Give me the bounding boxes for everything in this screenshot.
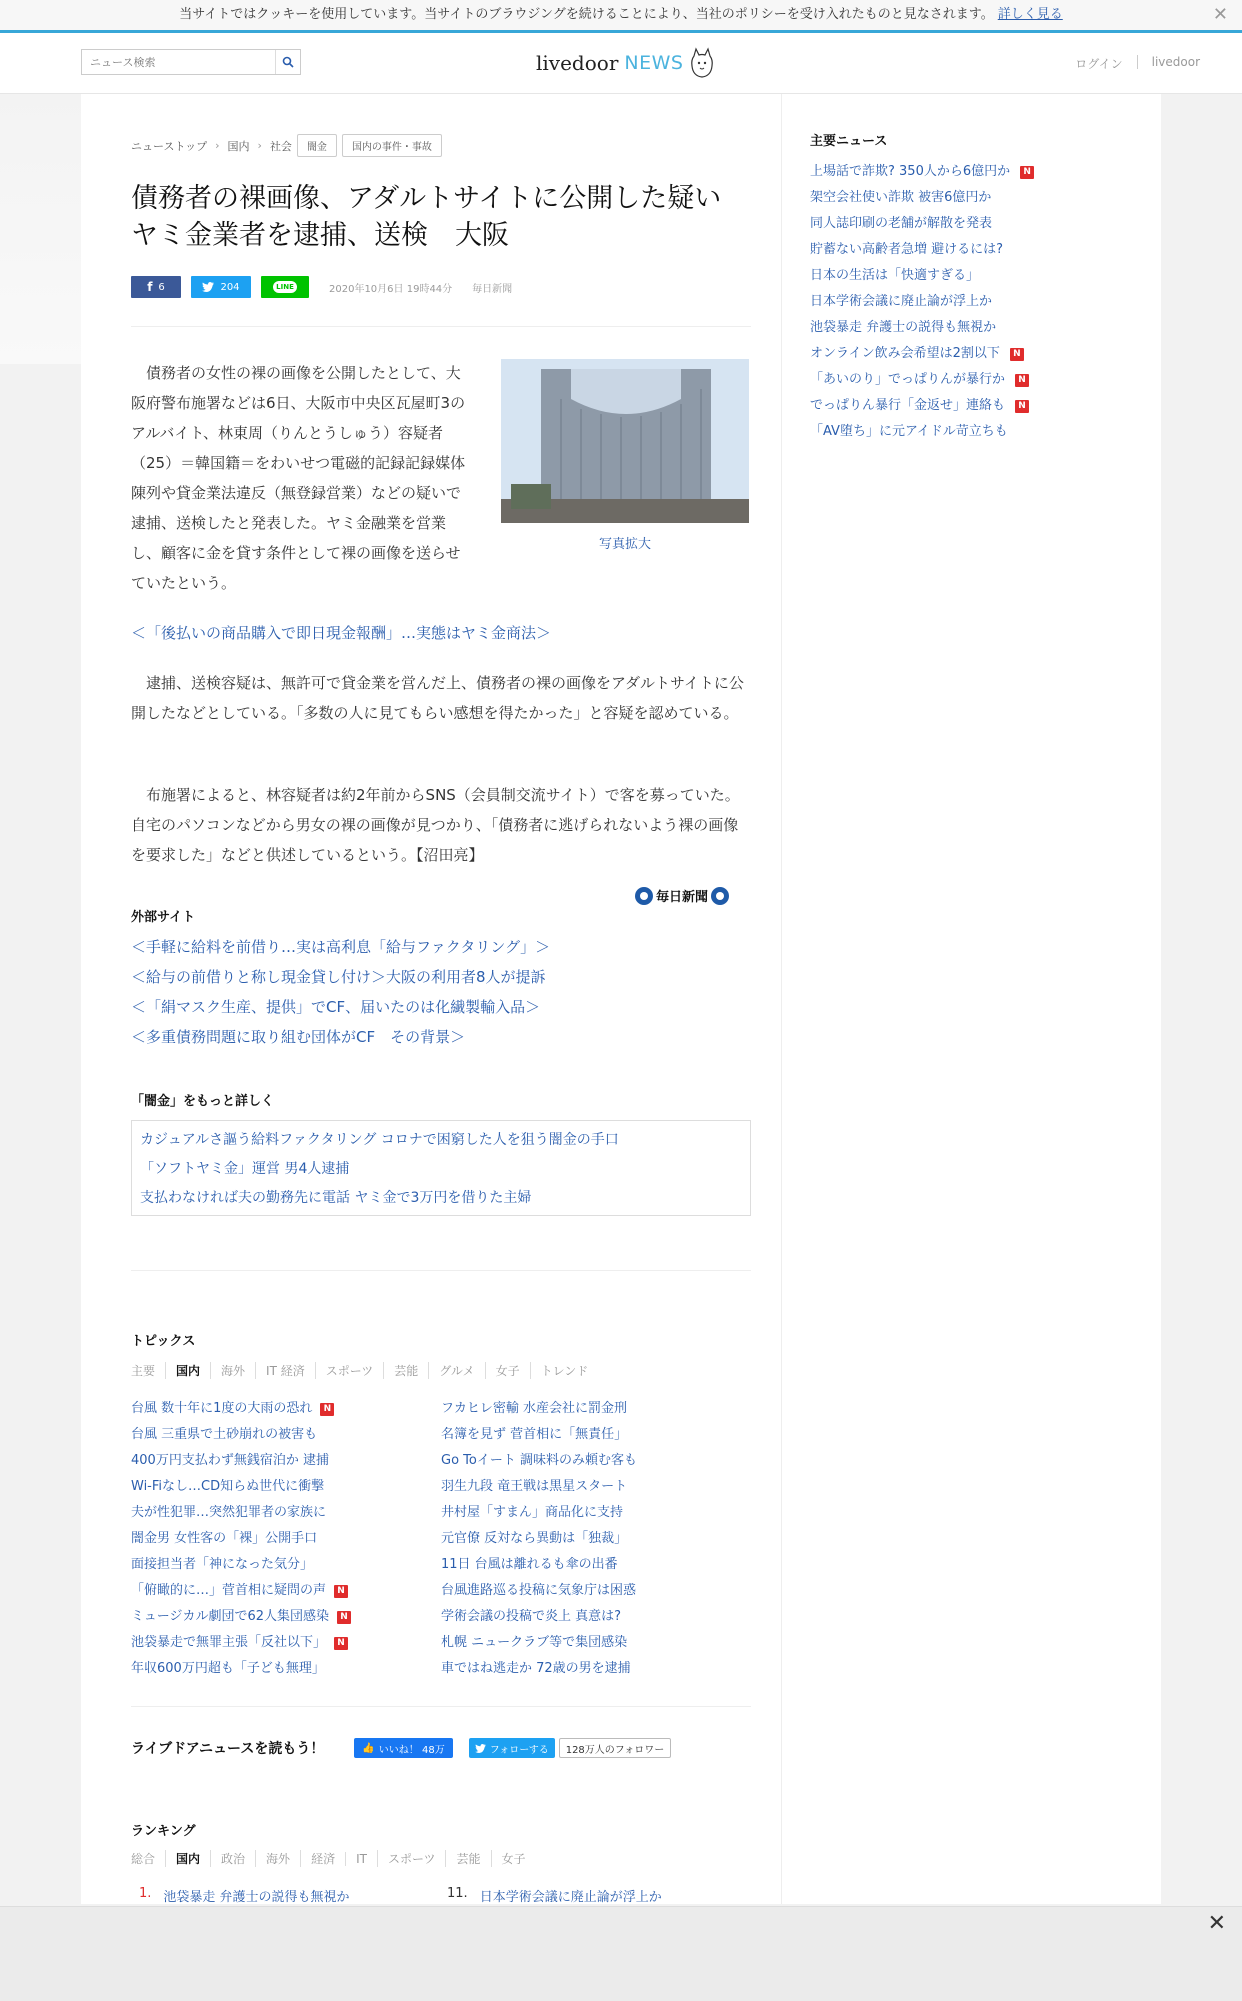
topic-link[interactable] [131,1400,351,1418]
sidebar-news-link-title: 「AV堕ち」に元アイドル苛立ちも [810,424,1008,439]
breadcrumb-item[interactable]: ニューストップ [131,139,208,153]
chevron-right-icon: › [215,139,220,152]
thumbs-up-icon: 👍 [362,1742,375,1754]
sidebar-news-link[interactable] [810,423,1110,441]
ranking-tabs [131,1850,536,1867]
sidebar-news-link[interactable] [810,163,1110,181]
article-paragraph: 布施署によると、林容疑者は約2年前からSNS（会員制交流サイト）で客を募っていた。自宅のパソコンなどから男女の裸の画像が見つかり、「債務者に逃げられないよう裸の画像を要求した」などと供述しているという。【沼田亮】 [131,786,740,864]
divider [131,1270,751,1271]
rank-number: 1. [139,1886,152,1901]
tab-it-economy[interactable]: IT 経済 [255,1362,315,1379]
follower-count: 128万人のフォロワー [559,1738,672,1758]
article-paragraph: 債務者の女性の裸の画像を公開したとして、大阪府警布施署などは6日、大阪市中央区瓦屋町3のアルバイト、林東周（りんとうしゅう）容疑者（25）＝韓国籍＝をわいせつ電磁的記録記録媒体陳列や貸金業法違反（無登録営業）などの疑いで逮捕、送検したと発表した。ヤミ金融業を営業し、顧客に金を貸す条件として裸の画像を送らせていたという。 [131,364,466,592]
content-area [81,94,1161,1904]
external-link[interactable]: ＜「絹マスク生産、提供」でCF、届いたのは化繊製輸入品＞ [131,998,541,1016]
topic-link-title: 台風 数十年に1度の大雨の恐れ [131,1401,313,1416]
topic-link-title: フカヒレ密輸 水産会社に罰金刑 [441,1401,628,1416]
ranking-item[interactable] [139,1886,350,1905]
more-links-box [131,1120,751,1216]
new-badge-icon: N [1010,348,1024,361]
topic-link[interactable] [131,1530,351,1548]
close-icon[interactable]: ✕ [1207,1911,1226,1936]
topic-link-title: 台風進路巡る投稿に気象庁は困惑 [441,1583,637,1598]
photo-enlarge-link[interactable]: 写真拡大 [598,537,651,552]
sidebar-news-link-title: でっぱりん暴行「金返せ」連絡も [810,398,1006,413]
new-badge-icon: N [334,1585,348,1598]
follow-label: ライブドアニュースを読もう！ [131,1741,325,1757]
topic-link[interactable] [441,1608,637,1626]
chevron-right-icon: › [257,139,262,152]
rank-tab-economy[interactable]: 経済 [300,1850,345,1867]
rank-tab-it[interactable]: IT [345,1852,377,1866]
sidebar-divider [781,94,782,1904]
sidebar [810,130,1110,441]
topic-link-title: 闇金男 女性客の「裸」公開手口 [131,1531,318,1546]
tab-trend[interactable]: トレンド [530,1362,599,1379]
new-badge-icon: N [320,1403,334,1416]
topic-link[interactable] [131,1608,351,1626]
sidebar-news-link[interactable] [810,241,1110,259]
article-photo [501,359,749,552]
rank-tab-all[interactable]: 総合 [131,1852,156,1866]
topic-link[interactable] [441,1400,637,1418]
search-box [81,49,301,75]
topic-link-title: 11日 台風は離れるも傘の出番 [441,1557,618,1572]
topic-link[interactable] [131,1478,351,1496]
search-icon[interactable] [275,50,300,74]
mainichi-icon [711,887,729,905]
more-link[interactable]: カジュアルさ謳う給料ファクタリング コロナで困窮した人を狙う闇金の手口 [140,1132,619,1148]
facebook-count: 6 [158,281,165,293]
article-title: 債務者の裸画像、アダルトサイトに公開した疑い ヤミ金業者を逮捕、送検 大阪 [131,183,749,251]
site-header [0,33,1242,94]
rank-tab-domestic[interactable]: 国内 [165,1850,210,1867]
twitter-icon [475,1744,486,1753]
sidebar-heading: 主要ニュース [810,134,888,149]
topic-link-title: 名簿を見ず 菅首相に「無責任」 [441,1427,628,1442]
sidebar-news-link[interactable] [810,215,1110,233]
new-badge-icon: N [334,1637,348,1650]
tab-gourmet[interactable]: グルメ [428,1362,484,1379]
search-input[interactable] [82,50,283,74]
rank-tab-sports[interactable]: スポーツ [377,1850,446,1867]
left-gutter [0,94,81,364]
topic-link[interactable] [441,1478,637,1496]
close-icon[interactable]: ✕ [1212,4,1228,25]
topic-link[interactable] [131,1634,351,1652]
rank-tab-entertainment[interactable]: 芸能 [445,1850,490,1867]
article-paragraph: 逮捕、送検容疑は、無許可で貸金業を営んだ上、債務者の裸の画像をアダルトサイトに公開したなどとしている。「多数の人に見てもらい感想を得たかった」と容疑を認めている。 [131,674,744,722]
topic-link[interactable] [131,1426,351,1444]
external-link[interactable]: ＜多重債務問題に取り組む団体がCF その背景＞ [131,1028,466,1046]
more-link[interactable]: 支払わなければ夫の勤務先に電話 ヤミ金で3万円を借りた主婦 [140,1190,532,1206]
article-source: 毎日新聞 [472,283,513,295]
external-link[interactable]: ＜手軽に給料を前借り…実は高利息「給与ファクタリング」＞ [131,938,551,956]
topic-link[interactable] [441,1452,637,1470]
new-badge-icon: N [1020,166,1034,179]
topic-link-title: 400万円支払わず無銭宿泊か 逮捕 [131,1453,329,1468]
site-logo[interactable] [536,43,715,83]
sidebar-news-link[interactable] [810,397,1110,415]
external-links [131,936,550,1047]
mainichi-icon [635,887,653,905]
divider [131,1706,751,1707]
topic-link[interactable] [441,1530,637,1548]
topic-link[interactable] [441,1660,637,1678]
topic-link[interactable] [131,1660,351,1678]
sidebar-news-link-title: 池袋暴走 弁護士の説得も無視か [810,320,997,335]
sidebar-news-list [810,163,1110,441]
publish-date: 2020年10月6日 19時44分 [329,283,453,295]
topic-link[interactable] [131,1582,351,1600]
share-bar [131,276,512,298]
rank-title: 池袋暴走 弁護士の説得も無視か [163,1890,350,1905]
topic-link[interactable] [441,1556,637,1574]
rank-tab-women[interactable]: 女子 [491,1850,536,1867]
follow-label-text: フォローする [489,1744,549,1756]
tab-main[interactable]: 主要 [131,1364,156,1378]
ranking-heading: ランキング [131,1824,196,1839]
tab-world[interactable]: 海外 [210,1362,255,1379]
bottom-ad-bar [0,1906,1242,2001]
sidebar-news-link-title: 架空会社使い詐欺 被害6億円か [810,190,992,205]
sidebar-news-link-title: 日本学術会議に廃止論が浮上か [810,294,993,309]
twitter-count: 204 [220,281,240,293]
login-link[interactable]: ログイン [1075,57,1123,71]
topic-link[interactable] [131,1452,351,1470]
topic-link-title: 池袋暴走で無罪主張「反社以下」 [131,1635,327,1650]
livedoor-link[interactable]: livedoor [1151,55,1200,69]
topic-link-title: 井村屋「すまん」商品化に支持 [441,1505,624,1520]
sidebar-news-link[interactable] [810,267,1110,285]
topic-link-title: 羽生九段 竜王戦は黒星スタート [441,1479,628,1494]
topic-link-title: 年収600万円超も「子ども無理」 [131,1661,325,1676]
divider [1137,55,1138,69]
publisher-name: 毎日新聞 [656,890,709,905]
topic-link-title: 学術会議の投稿で炎上 真意は? [441,1609,622,1624]
topic-link-title: 面接担当者「神になった気分」 [131,1557,314,1572]
facebook-share-button[interactable] [131,276,181,298]
divider [131,326,751,327]
topic-link-title: 札幌 ニュークラブ等で集団感染 [441,1635,628,1650]
topic-link-title: 夫が性犯罪…突然犯罪者の家族に [131,1505,327,1520]
topic-link-title: Go Toイート 調味料のみ頼む客も [441,1453,637,1468]
line-icon: LINE [273,281,297,293]
ranking-item[interactable] [447,1886,662,1905]
topic-link[interactable] [441,1634,637,1652]
new-badge-icon: N [1015,400,1029,413]
sidebar-news-link[interactable] [810,371,1110,389]
topics-tabs [131,1362,598,1379]
topic-link[interactable] [441,1582,637,1600]
related-link[interactable]: ＜「後払いの商品購入で即日現金報酬」…実態はヤミ金商法＞ [131,624,552,642]
topic-link-title: Wi-Fiなし…CD知らぬ世代に衝撃 [131,1479,325,1494]
line-share-button[interactable] [261,276,309,298]
rank-title: 日本学術会議に廃止論が浮上か [479,1890,662,1905]
topic-link-title: 元官僚 反対なら異動は「独裁」 [441,1531,628,1546]
sidebar-news-link-title: 「あいのり」でっぱりんが暴行か [810,372,1006,387]
sidebar-news-link-title: 同人誌印刷の老舗が解散を発表 [810,216,993,231]
topics-heading: トピックス [131,1334,196,1349]
breadcrumb [131,134,442,157]
cookie-text: 当サイトではクッキーを使用しています。当サイトのブラウジングを続けることにより、当社のポリシーを受け入れたものと見なされます。 [179,7,994,22]
rank-number: 11. [447,1886,468,1901]
tab-entertainment[interactable]: 芸能 [383,1362,428,1379]
rank-tab-world[interactable]: 海外 [255,1850,300,1867]
mascot-icon [689,46,715,80]
twitter-follow-button[interactable] [469,1738,555,1758]
twitter-icon [202,282,214,292]
topic-link-title: 車ではね逃走か 72歳の男を逮捕 [441,1661,631,1676]
header-links [1075,55,1200,72]
building-photo[interactable] [501,359,749,523]
cookie-more-link[interactable]: 詳しく見る [997,7,1063,22]
sidebar-news-link[interactable] [810,345,1110,363]
more-link[interactable]: 「ソフトヤミ金」運営 男4人逮捕 [140,1161,350,1177]
twitter-share-button[interactable] [191,276,251,298]
more-heading: 「闇金」をもっと詳しく [131,1094,275,1109]
sidebar-news-link[interactable] [810,189,1110,207]
sidebar-news-link-title: オンライン飲み会希望は2割以下 [810,346,1000,361]
publisher-logo [635,886,729,905]
tab-domestic[interactable]: 国内 [165,1362,210,1379]
new-badge-icon: N [337,1611,351,1624]
tab-women[interactable]: 女子 [485,1362,530,1379]
topic-link[interactable] [441,1504,637,1522]
tag-link[interactable]: 闇金 [297,134,337,157]
topic-link-title: 「俯瞰的に…」菅首相に疑問の声 [131,1583,327,1598]
follow-bar [131,1738,671,1758]
tag-link[interactable]: 国内の事件・事故 [342,134,442,157]
tab-sports[interactable]: スポーツ [315,1362,384,1379]
breadcrumb-item[interactable]: 国内 [227,139,250,153]
topic-link-title: ミュージカル劇団で62人集団感染 [131,1609,330,1624]
topics-list-right [441,1400,637,1678]
facebook-icon: f [147,280,153,294]
sidebar-news-link-title: 日本の生活は「快適すぎる」 [810,268,980,283]
topic-link[interactable] [131,1504,351,1522]
topic-link-title: 台風 三重県で土砂崩れの被害も [131,1427,318,1442]
topic-link[interactable] [131,1556,351,1574]
sidebar-news-link[interactable] [810,319,1110,337]
rank-tab-politics[interactable]: 政治 [210,1850,255,1867]
logo-news: NEWS [624,52,684,74]
topics-list-left [131,1400,351,1678]
new-badge-icon: N [1015,374,1029,387]
external-link[interactable]: ＜給与の前借りと称し現金貸し付け＞大阪の利用者8人が提訴 [131,968,546,986]
external-heading: 外部サイト [131,910,196,925]
sidebar-news-link-title: 貯蓄ない高齢者急増 避けるには? [810,242,1004,257]
logo-livedoor: livedoor [536,51,619,75]
topic-link[interactable] [441,1426,637,1444]
sidebar-news-link[interactable] [810,293,1110,311]
like-count: いいね！ 48万 [378,1744,445,1756]
cookie-banner [0,0,1242,33]
sidebar-news-link-title: 上場話で詐欺? 350人から6億円か [810,164,1011,179]
breadcrumb-item[interactable]: 社会 [269,139,292,153]
facebook-like-button[interactable] [354,1738,452,1758]
